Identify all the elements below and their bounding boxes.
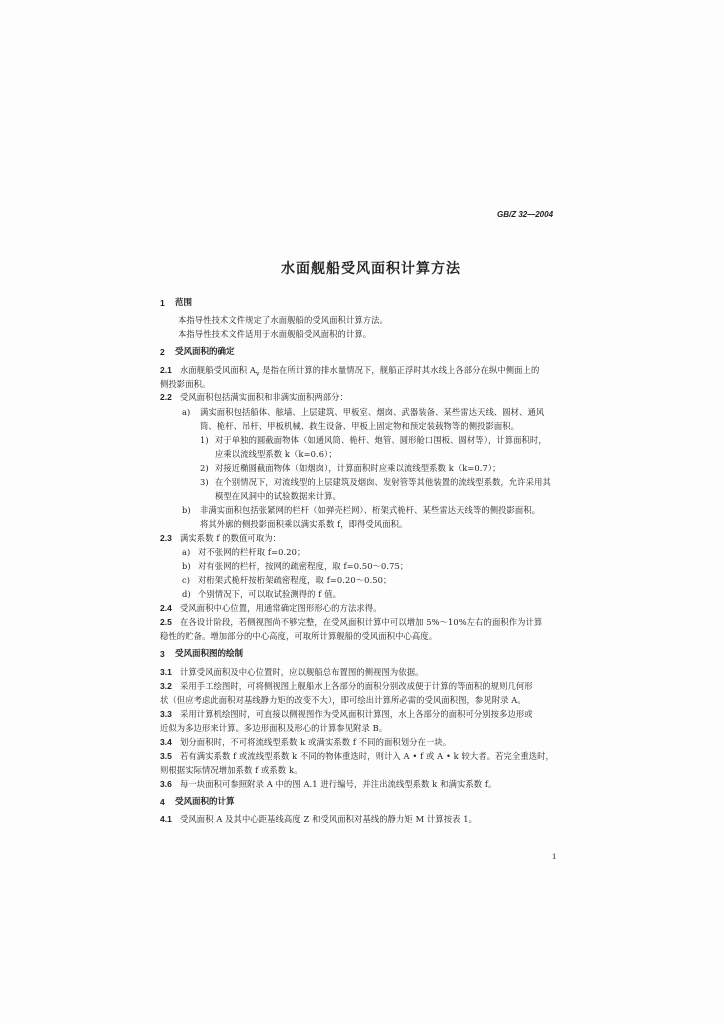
clause-2-2-number: 2.2 bbox=[160, 392, 172, 402]
clause-3-6-text: 每一块面积可参照附录 A 中的图 A.1 进行编号，并注出流线型系数 k 和满实系数 f。 bbox=[180, 779, 497, 789]
clause-2-5-line-2: 稳性的贮备。增加部分的中心高度，可取所计算舰船的受风面积中心高度。 bbox=[160, 631, 438, 641]
section-4-number: 4 bbox=[160, 797, 165, 807]
clause-2-2-a-label: a) bbox=[182, 407, 191, 417]
page-title: 水面舰船受风面积计算方法 bbox=[281, 261, 461, 277]
clause-2-1-line-2: 侧投影面积。 bbox=[160, 379, 211, 389]
clause-2-4-number: 2.4 bbox=[160, 603, 172, 613]
page-number: 1 bbox=[552, 851, 557, 861]
clause-2-2-item-3-line-2: 模型在风洞中的试验数据来计算。 bbox=[215, 491, 341, 501]
clause-3-2-number: 3.2 bbox=[160, 681, 172, 691]
clause-3-5-line-1: 若有满实系数 f 或流线型系数 k 不同的物体重迭时，则计入 A • f 或 A • k 较大者。若完全重迭时， bbox=[180, 751, 554, 761]
clause-3-4-number: 3.4 bbox=[160, 737, 172, 747]
clause-2-3-c: 对桁架式桅杆按桁架疏密程度，取 f=0.20～0.50； bbox=[198, 575, 392, 585]
clause-2-3-d-label: d) bbox=[182, 589, 191, 599]
clause-2-3-b-label: b) bbox=[182, 561, 191, 571]
clause-3-3-line-1: 采用计算机绘图时，可直接以侧视图作为受风面积计算图，水上各部分的面积可分别按多边形或 bbox=[180, 709, 533, 719]
clause-2-2-item-1-line-2: 应乘以流线型系数 k（k=0.6）； bbox=[215, 449, 337, 459]
clause-3-1-text: 计算受风面积及中心位置时，应以舰船总布置图的侧视图为依据。 bbox=[180, 667, 424, 677]
clause-3-5-number: 3.5 bbox=[160, 751, 172, 761]
clause-2-3-b: 对有张网的栏杆，按网的疏密程度，取 f=0.50～0.75； bbox=[198, 561, 409, 571]
clause-3-4-text: 划分面积时，不可将流线型系数 k 或满实系数 f 不同的面积划分在一块。 bbox=[180, 737, 452, 747]
clause-2-2-item-3-line-1: 在个别情况下，对流线型的上层建筑及烟囱、发射管等其他装置的流线型系数，允许采用其 bbox=[215, 477, 551, 487]
clause-2-3-c-label: c) bbox=[182, 575, 191, 585]
clause-2-3-d: 个别情况下，可以取试验测得的 f 值。 bbox=[198, 589, 341, 599]
clause-3-3-line-2: 近似为多边形来计算。多边形面积及形心的计算参见附录 B。 bbox=[160, 723, 388, 733]
section-2-number: 2 bbox=[160, 347, 165, 357]
clause-2-2-a-line-1: 满实面积包括船体、舷墙、上层建筑、甲板室、烟囱、武器装备、某些雷达天线、圆材、通风 bbox=[200, 407, 545, 417]
section-3-number: 3 bbox=[160, 649, 165, 659]
section-4-heading: 受风面积的计算 bbox=[175, 797, 235, 807]
clause-2-3-a-label: a) bbox=[182, 547, 191, 557]
clause-2-2-item-1-label: 1) bbox=[200, 435, 209, 445]
clause-4-1-text: 受风面积 A 及其中心距基线高度 Z 和受风面积对基线的静力矩 M 计算按表 1。 bbox=[180, 814, 478, 824]
section-2-heading: 受风面积的确定 bbox=[175, 347, 235, 357]
clause-2-3-text: 满实系数 f 的数值可取为： bbox=[180, 533, 282, 543]
clause-2-2-b-line-2: 将其外廓的侧投影面积乘以满实系数 f，即得受风面积。 bbox=[200, 519, 408, 529]
section-3-heading: 受风面积图的绘制 bbox=[175, 649, 244, 659]
section-1-number: 1 bbox=[160, 298, 165, 308]
clause-2-2-b-line-1: 非满实面积包括张紧网的栏杆（如弹壳栏网）、桁架式桅杆、某些雷达天线等的侧投影面积。 bbox=[200, 505, 541, 515]
clause-2-2-item-2-line-1: 对接近椭圆截面物体（如烟囱），计算面积时应乘以流线型系数 k（k=0.7）； bbox=[215, 463, 501, 473]
clause-3-2-line-2: 状（但应考虑此面积对基线静力矩的改变不大），即可绘出计算所必需的受风面积图，参见附录 A。 bbox=[160, 695, 526, 705]
section-1-paragraph-1: 本指导性技术文件规定了水面舰船的受风面积计算方法。 bbox=[178, 315, 388, 325]
clause-2-5-line-1: 在各设计阶段，若侧视图尚不够完整，在受风面积计算中可以增加 5%～10%左右的面积作为计算 bbox=[180, 617, 543, 627]
clause-4-1-number: 4.1 bbox=[160, 814, 172, 824]
clause-3-3-number: 3.3 bbox=[160, 709, 172, 719]
clause-2-3-a: 对不张网的栏杆取 f=0.20； bbox=[198, 547, 306, 557]
document-code: GB/Z 32—2004 bbox=[497, 210, 554, 219]
clause-3-5-line-2: 则根据实际情况增加系数 f 或系数 k。 bbox=[160, 765, 303, 775]
clause-3-6-number: 3.6 bbox=[160, 779, 172, 789]
clause-2-1-number: 2.1 bbox=[160, 365, 172, 375]
clause-2-1-line-1: 水面舰船受风面积 $A_v$ 是指在所计算的排水量情况下，舰船正浮时其水线上各部分在纵中侧面上的 bbox=[180, 365, 540, 378]
clause-2-2-item-3-label: 3) bbox=[200, 477, 209, 487]
clause-2-2-a-line-2: 筒、桅杆、吊杆、甲板机械、救生设备、甲板上固定物和预定装载物等的侧投影面积。 bbox=[200, 421, 520, 431]
section-1-paragraph-2: 本指导性技术文件适用于水面舰船受风面积的计算。 bbox=[178, 329, 372, 339]
clause-2-2-item-1-line-1: 对于单独的圆截面物体（如通风筒、桅杆、炮管、圆形舱口围板、圆材等），计算面积时， bbox=[215, 435, 547, 445]
clause-3-2-line-1: 采用手工绘图时，可将侧视图上舰船水上各部分的面积分别改成便于计算的等面积的规则几何形 bbox=[180, 681, 533, 691]
clause-2-3-number: 2.3 bbox=[160, 533, 172, 543]
clause-2-2-text: 受风面积包括满实面积和非满实面积两部分： bbox=[180, 392, 348, 402]
clause-2-2-b-label: b) bbox=[182, 505, 191, 515]
clause-2-2-item-2-label: 2) bbox=[200, 463, 209, 473]
clause-2-5-number: 2.5 bbox=[160, 617, 172, 627]
clause-3-1-number: 3.1 bbox=[160, 667, 172, 677]
clause-2-4-text: 受风面积中心位置，用通常确定图形形心的方法求得。 bbox=[180, 603, 382, 613]
section-1-heading: 范围 bbox=[175, 298, 193, 308]
